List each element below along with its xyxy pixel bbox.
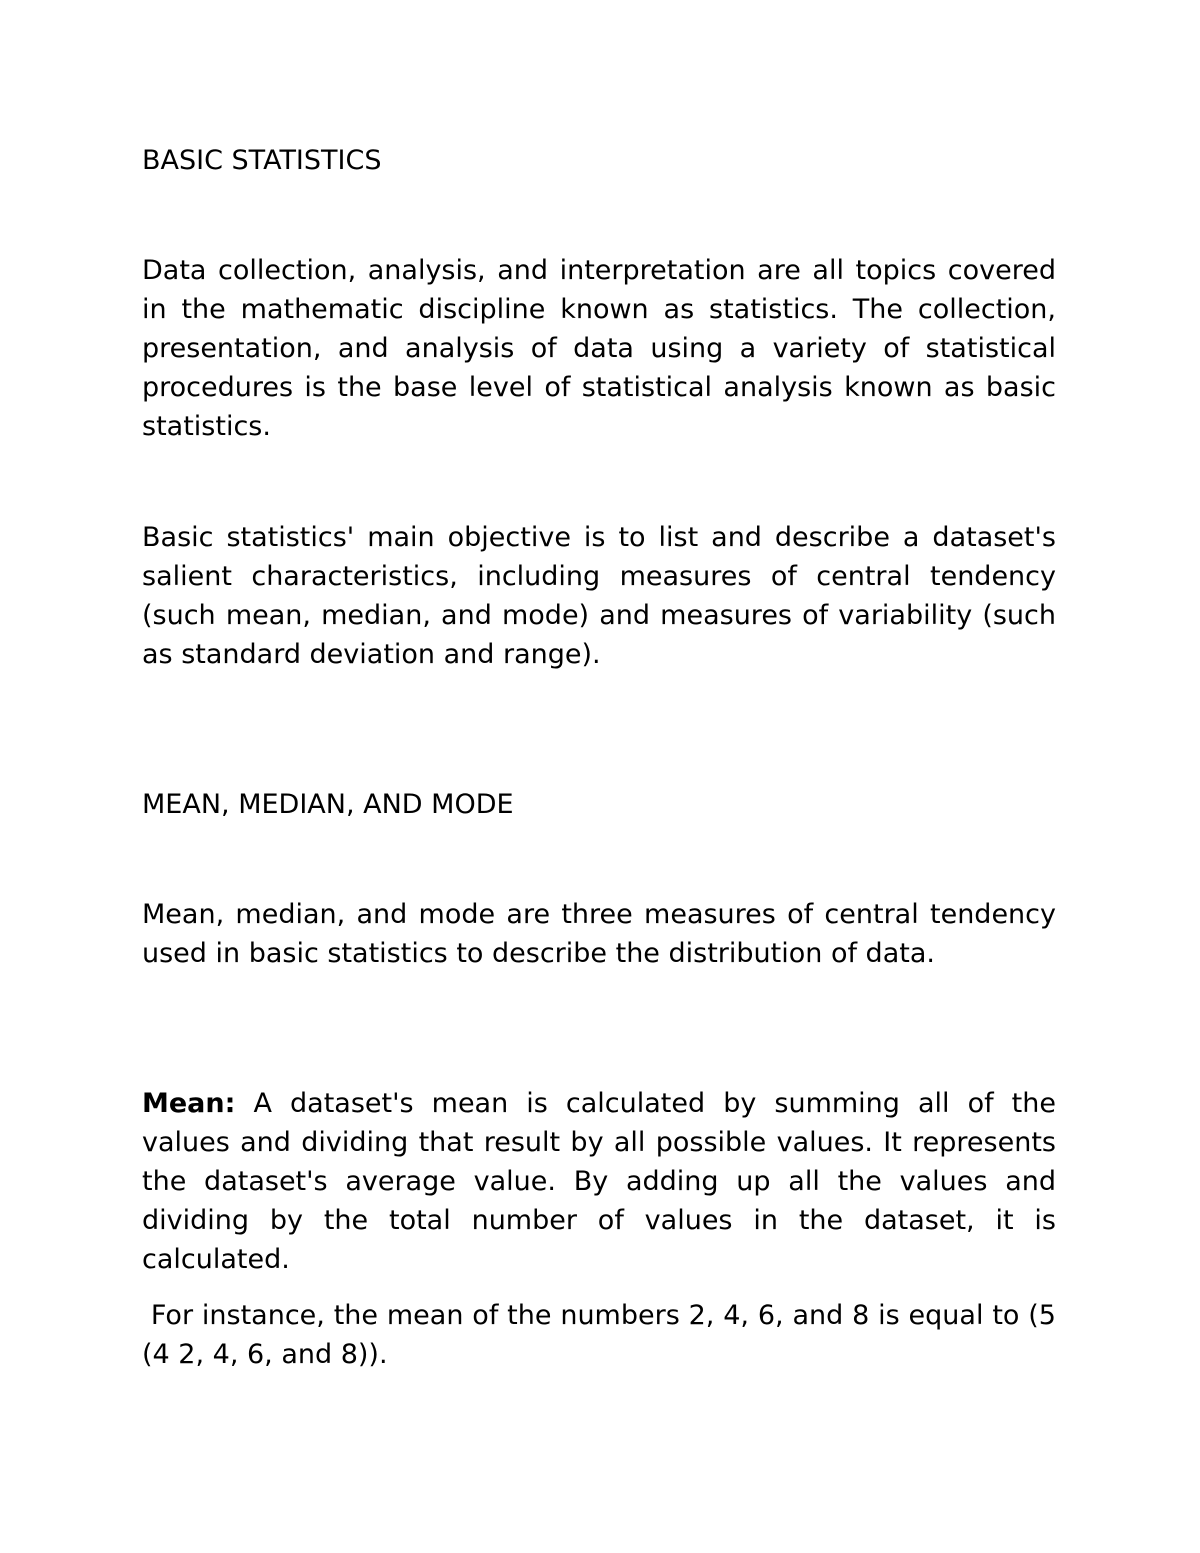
objective-paragraph: Basic statistics' main objective is to list and describe a dataset's salient characteristics, including measures of central tendency (such mean, median, and mode) and measures of variability (such as standard deviation and range). bbox=[142, 522, 1056, 670]
document-title: BASIC STATISTICS bbox=[142, 145, 382, 176]
intro-paragraph: Data collection, analysis, and interpretation are all topics covered in the mathematic discipline known as statistics. The collection, presentation, and analysis of data using a variety of statistical procedures is the base level of statistical analysis known as basic statistics. bbox=[142, 255, 1056, 442]
mean-definition-text: A dataset's mean is calculated by summing all of the values and dividing that result by all possible values. It represents the dataset's average value. By adding up all the values and dividing by the total number of values in the dataset, it is calculated. bbox=[142, 1088, 1056, 1275]
example-paragraph: For instance, the mean of the numbers 2, 4, 6, and 8 is equal to (5 (4 2, 4, 6, and 8)). bbox=[142, 1300, 1065, 1370]
section-heading-mean-median-mode: MEAN, MEDIAN, AND MODE bbox=[142, 789, 514, 820]
mean-definition-paragraph bbox=[142, 1084, 1056, 1279]
central-tendency-paragraph: Mean, median, and mode are three measures of central tendency used in basic statistics to describe the distribution of data. bbox=[142, 899, 1056, 969]
mean-term: Mean: bbox=[142, 1088, 236, 1119]
